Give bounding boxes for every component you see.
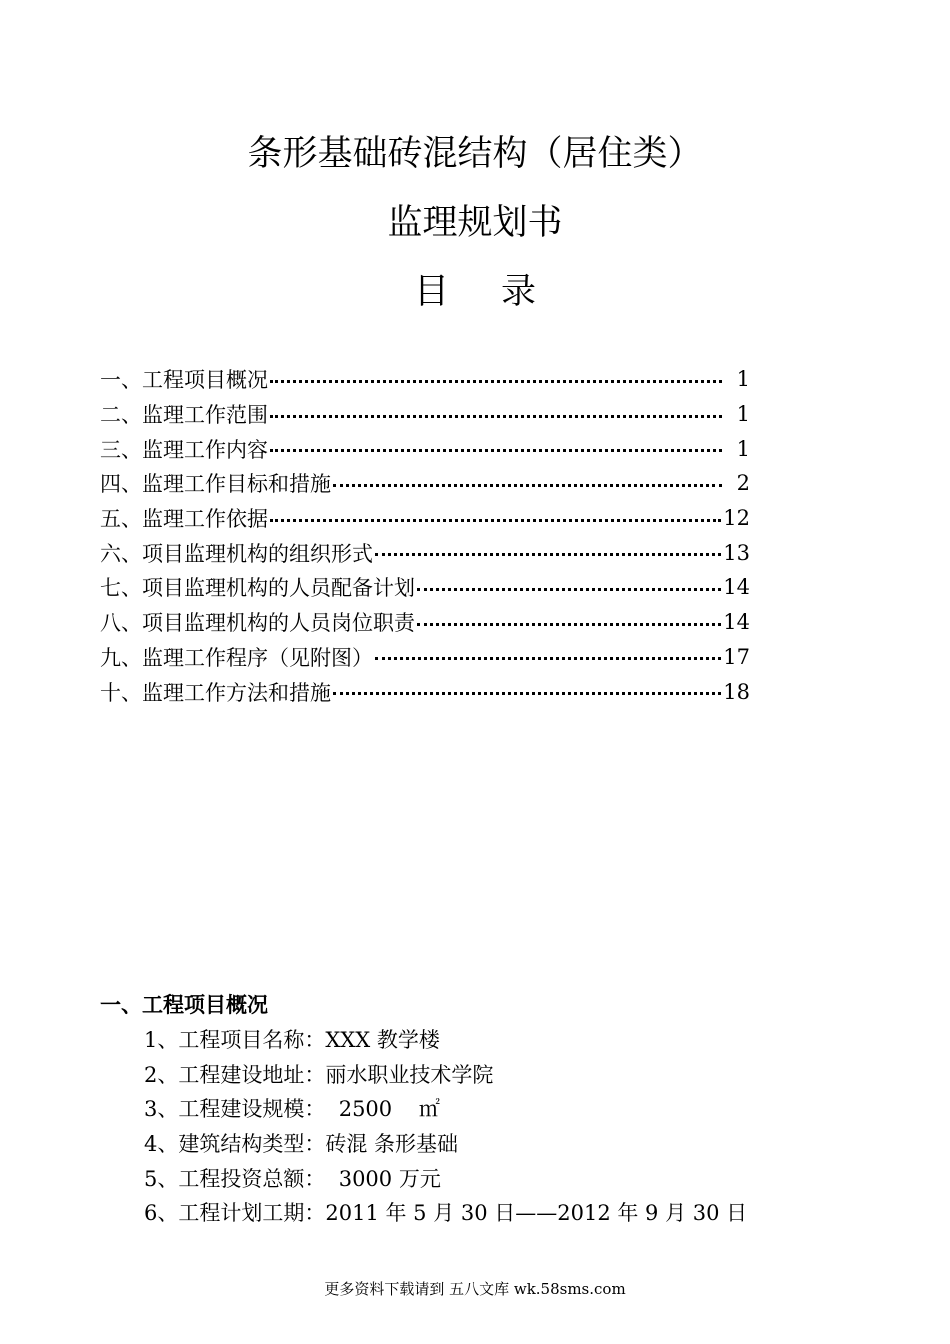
total-investment: 5、工程投资总额： 3000 万元	[144, 1166, 441, 1191]
toc-entry-page: 17	[723, 644, 750, 669]
toc-entry-label: 二、监理工作范围	[100, 403, 268, 428]
toc-entry-label: 六、项目监理机构的组织形式	[100, 541, 373, 566]
toc-dot-leader	[333, 692, 721, 695]
toc-dot-leader	[333, 484, 722, 487]
project-name: 1、工程项目名称：XXX 教学楼	[144, 1028, 440, 1052]
toc-entry[interactable]	[100, 535, 750, 570]
toc-entry-page: 2	[736, 471, 750, 496]
toc-entry-page: 1	[736, 402, 750, 427]
toc-entry[interactable]	[100, 431, 750, 466]
toc-entry-page: 14	[723, 610, 750, 635]
table-of-contents	[100, 362, 750, 709]
toc-dot-leader	[270, 380, 722, 383]
toc-dot-leader	[417, 588, 721, 591]
toc-heading: 目录	[413, 272, 588, 312]
toc-entry-page: 14	[723, 575, 750, 600]
toc-entry-label: 八、项目监理机构的人员岗位职责	[100, 611, 415, 636]
toc-entry-page: 18	[723, 679, 750, 704]
section-heading: 一、工程项目概况	[100, 993, 268, 1017]
toc-entry-label: 七、项目监理机构的人员配备计划	[100, 576, 415, 601]
toc-entry[interactable]	[100, 466, 750, 501]
toc-dot-leader	[270, 519, 721, 522]
document-title: 条形基础砖混结构（居住类）	[247, 134, 703, 174]
toc-entry-label: 九、监理工作程序（见附图）	[100, 645, 373, 670]
toc-dot-leader	[375, 657, 721, 660]
toc-entry[interactable]	[100, 501, 750, 536]
toc-entry[interactable]	[100, 640, 750, 675]
toc-entry[interactable]	[100, 570, 750, 605]
toc-dot-leader	[375, 553, 721, 556]
toc-entry-label: 四、监理工作目标和措施	[100, 472, 331, 497]
toc-entry[interactable]	[100, 362, 750, 397]
toc-dot-leader	[270, 449, 722, 452]
toc-entry-page: 13	[723, 540, 750, 565]
planned-schedule: 6、工程计划工期：2011 年 5 月 30 日——2012 年 9 月 30 日	[144, 1201, 748, 1226]
toc-entry-label: 十、监理工作方法和措施	[100, 680, 331, 705]
project-address: 2、工程建设地址：丽水职业技术学院	[144, 1062, 494, 1087]
toc-entry-page: 12	[723, 506, 750, 531]
toc-entry-page: 1	[736, 367, 750, 392]
toc-entry-label: 一、工程项目概况	[100, 368, 268, 393]
toc-entry-label: 五、监理工作依据	[100, 507, 268, 532]
structure-type: 4、建筑结构类型：砖混 条形基础	[144, 1132, 459, 1157]
toc-entry[interactable]	[100, 397, 750, 432]
toc-entry-label: 三、监理工作内容	[100, 437, 268, 462]
toc-dot-leader	[270, 415, 722, 418]
toc-entry[interactable]	[100, 605, 750, 640]
toc-entry-page: 1	[736, 436, 750, 461]
toc-entry[interactable]	[100, 674, 750, 709]
footer-watermark: 更多资料下载请到 五八文库 wk.58sms.com	[324, 1280, 626, 1298]
document-subtitle: 监理规划书	[387, 203, 563, 243]
toc-dot-leader	[417, 623, 721, 626]
project-info-list	[144, 1023, 747, 1231]
project-scale: 3、工程建设规模： 2500 ㎡	[144, 1097, 440, 1122]
